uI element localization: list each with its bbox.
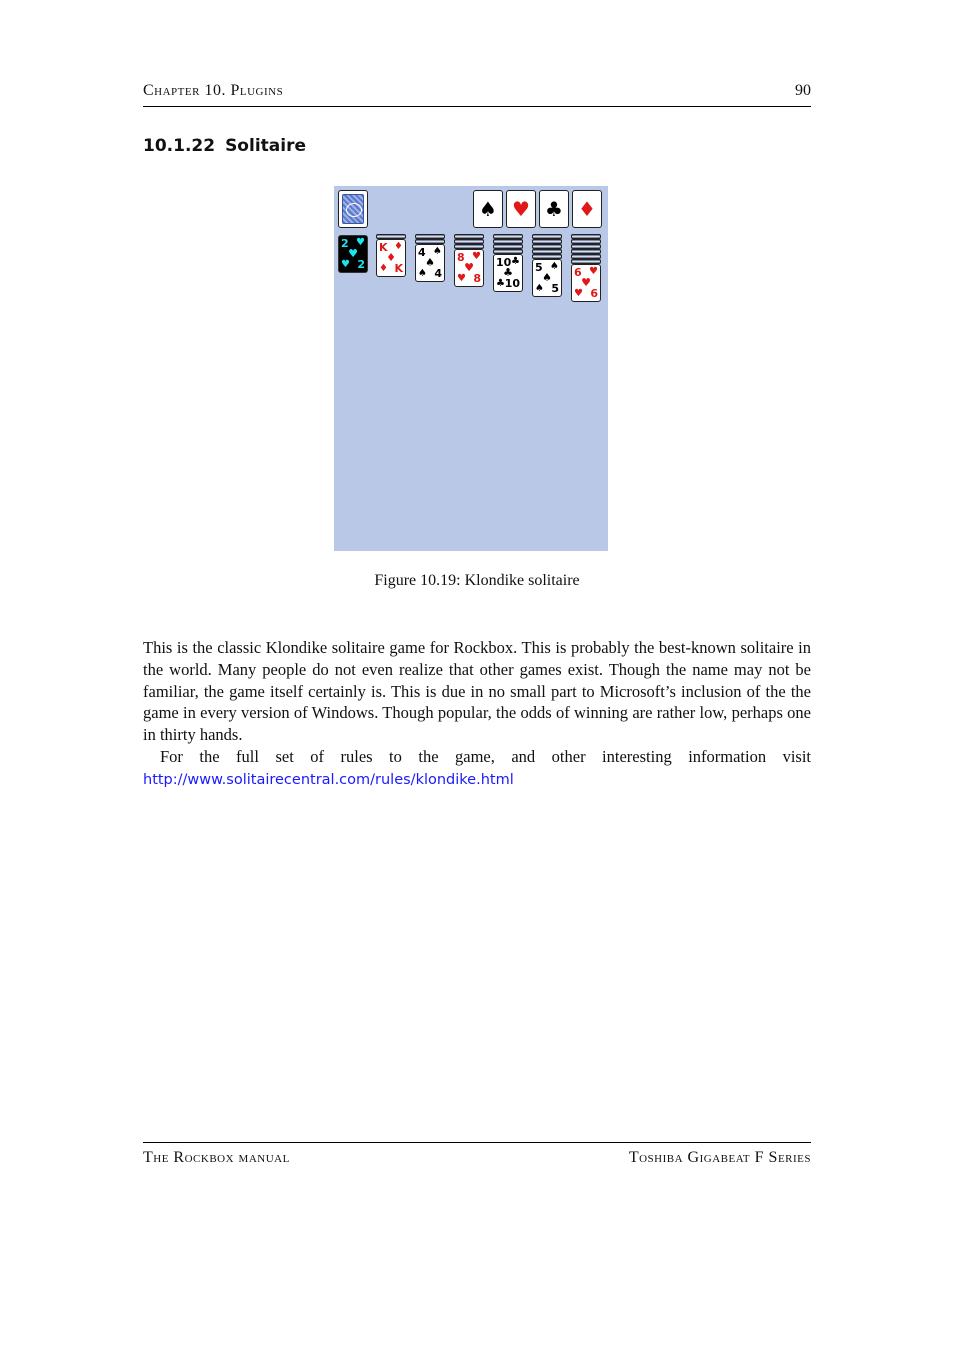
card-suit-center: ♠ (542, 271, 552, 284)
tableau-card (493, 254, 523, 292)
page-number: 90 (795, 82, 811, 99)
card-rank: K (379, 241, 388, 254)
foundation-suit-icon: ♥ (512, 197, 530, 221)
card-suit-bottom: ♦ (379, 263, 388, 274)
card-rank: 4 (418, 246, 426, 259)
card-suit-bottom: ♠ (418, 268, 427, 279)
card-suit: ♣ (511, 256, 520, 267)
card-rank: 10 (496, 256, 512, 269)
waste-suit-center: ♥ (348, 247, 358, 260)
foundation-suit-icon: ♠ (479, 197, 497, 221)
paragraph-2 (143, 746, 811, 792)
foundation-slot (473, 190, 503, 228)
card-suit-bottom: ♠ (535, 283, 544, 294)
stock-pile (338, 190, 368, 228)
footer-manual-title: The Rockbox manual (143, 1149, 290, 1166)
card-rank: 8 (457, 251, 465, 264)
card-suit-center: ♠ (425, 256, 435, 269)
foundation-suit-icon: ♣ (545, 197, 563, 221)
card-suit: ♠ (550, 261, 559, 272)
section-title: Solitaire (225, 136, 306, 156)
tableau-card (571, 264, 601, 302)
card-rank: 6 (574, 266, 582, 279)
section-number: 10.1.22 (143, 136, 216, 156)
card-suit-bottom: ♥ (457, 273, 466, 284)
card-suit: ♠ (433, 246, 442, 257)
card-suit-center: ♥ (581, 276, 591, 289)
card-suit: ♥ (589, 266, 598, 277)
page-footer (143, 1142, 811, 1166)
tableau-card (376, 239, 406, 277)
waste-rank: 2 (341, 237, 349, 250)
card-suit: ♥ (472, 251, 481, 262)
tableau-card (532, 259, 562, 297)
card-rank-bottom: 10 (504, 277, 520, 290)
foundation-slot (506, 190, 536, 228)
solitaire-screenshot (334, 186, 608, 551)
card-rank: 5 (535, 261, 543, 274)
figure-caption: Figure 10.19: Klondike solitaire (374, 572, 580, 589)
waste-card (338, 235, 368, 273)
card-suit-bottom: ♣ (496, 278, 505, 289)
tableau-card (454, 249, 484, 287)
card-rank-bottom: 4 (434, 267, 442, 280)
waste-rank-bottom: 2 (357, 258, 365, 271)
section-heading (143, 136, 306, 156)
waste-suit: ♥ (356, 237, 365, 248)
footer-device-name: Toshiba Gigabeat F Series (628, 1149, 811, 1166)
tableau-card (415, 244, 445, 282)
paragraph-2-text: For the full set of rules to the game, and other interesting information visit (160, 747, 811, 766)
card-suit-bottom: ♥ (574, 288, 583, 299)
card-rank-bottom: 5 (551, 282, 559, 295)
waste-suit-bottom: ♥ (341, 259, 350, 270)
card-suit-center: ♣ (503, 266, 513, 279)
foundation-slot (539, 190, 569, 228)
card-rank-bottom: 6 (590, 287, 598, 300)
card-suit-center: ♥ (464, 261, 474, 274)
chapter-title: Chapter 10. Plugins (143, 82, 284, 99)
card-suit-center: ♦ (386, 251, 396, 264)
foundation-suit-icon: ♦ (578, 197, 596, 221)
card-rank-bottom: 8 (473, 272, 481, 285)
foundation-slot (572, 190, 602, 228)
page-header (143, 80, 811, 107)
card-rank-bottom: K (394, 262, 403, 275)
paragraph-1: This is the classic Klondike solitaire game for Rockbox. This is probably the best-known solitaire in the world. Many people do not even realize that other games exist. Though the name may not be familiar, the game itself certainly is. This is due in no small part to Microsoft’s inclusion of the the game in every version of Windows. Though popular, the odds of winning are rather low, perhaps one in thirty hands. (143, 638, 811, 745)
rules-link[interactable]: http://www.solitairecentral.com/rules/klondike.html (143, 771, 514, 788)
card-suit: ♦ (394, 241, 403, 252)
